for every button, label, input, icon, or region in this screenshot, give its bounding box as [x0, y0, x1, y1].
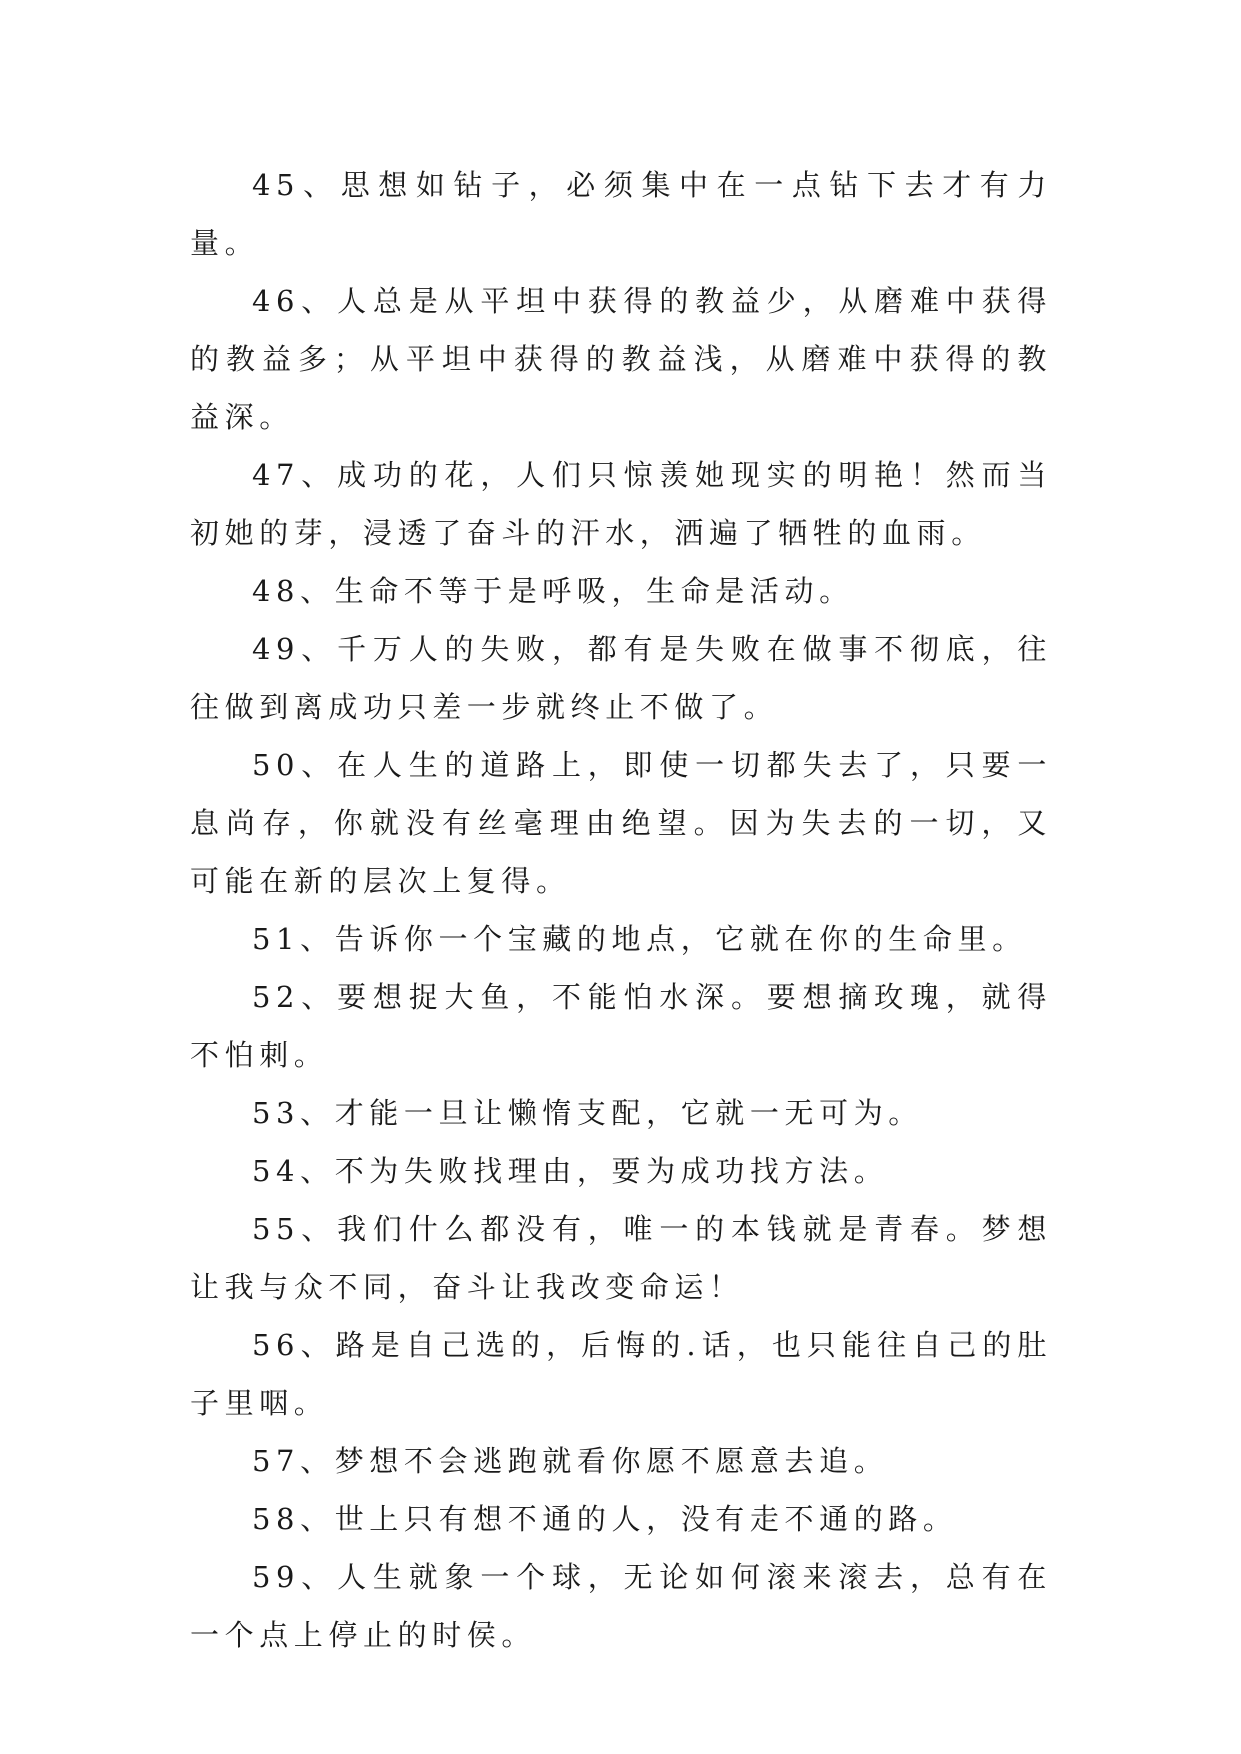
paragraph-46: 46、人总是从平坦中获得的教益少，从磨难中获得的教益多；从平坦中获得的教益浅，从磨难中获得的教益深。	[190, 284, 1052, 434]
paragraph-53: 53、才能一旦让懒惰支配，它就一无可为。	[252, 1096, 923, 1130]
paragraph-52: 52、要想捉大鱼，不能怕水深。要想摘玫瑰，就得不怕刺。	[190, 980, 1052, 1072]
paragraph-48: 48、生命不等于是呼吸，生命是活动。	[252, 574, 854, 608]
paragraph-47: 47、成功的花，人们只惊羡她现实的明艳！然而当初她的芽，浸透了奋斗的汗水，洒遍了牺牲的血雨。	[190, 458, 1052, 550]
paragraph-58: 58、世上只有想不通的人，没有走不通的路。	[252, 1502, 958, 1536]
paragraph-51: 51、告诉你一个宝藏的地点，它就在你的生命里。	[252, 922, 1027, 956]
paragraph-56: 56、路是自己选的，后悔的.话，也只能往自己的肚子里咽。	[190, 1328, 1052, 1420]
paragraph-55: 55、我们什么都没有，唯一的本钱就是青春。梦想让我与众不同，奋斗让我改变命运！	[190, 1212, 1052, 1304]
paragraph-45: 45、思想如钻子，必须集中在一点钻下去才有力量。	[190, 168, 1052, 260]
paragraph-59: 59、人生就象一个球，无论如何滚来滚去，总有在一个点上停止的时侯。	[190, 1560, 1052, 1652]
paragraph-57: 57、梦想不会逃跑就看你愿不愿意去追。	[252, 1444, 889, 1478]
paragraph-54: 54、不为失败找理由，要为成功找方法。	[252, 1154, 889, 1188]
paragraph-49: 49、千万人的失败，都有是失败在做事不彻底，往往做到离成功只差一步就终止不做了。	[190, 632, 1052, 724]
paragraph-50: 50、在人生的道路上，即使一切都失去了，只要一息尚存，你就没有丝毫理由绝望。因为失去的一切，又可能在新的层次上复得。	[190, 748, 1052, 898]
document-body	[190, 156, 1052, 1664]
